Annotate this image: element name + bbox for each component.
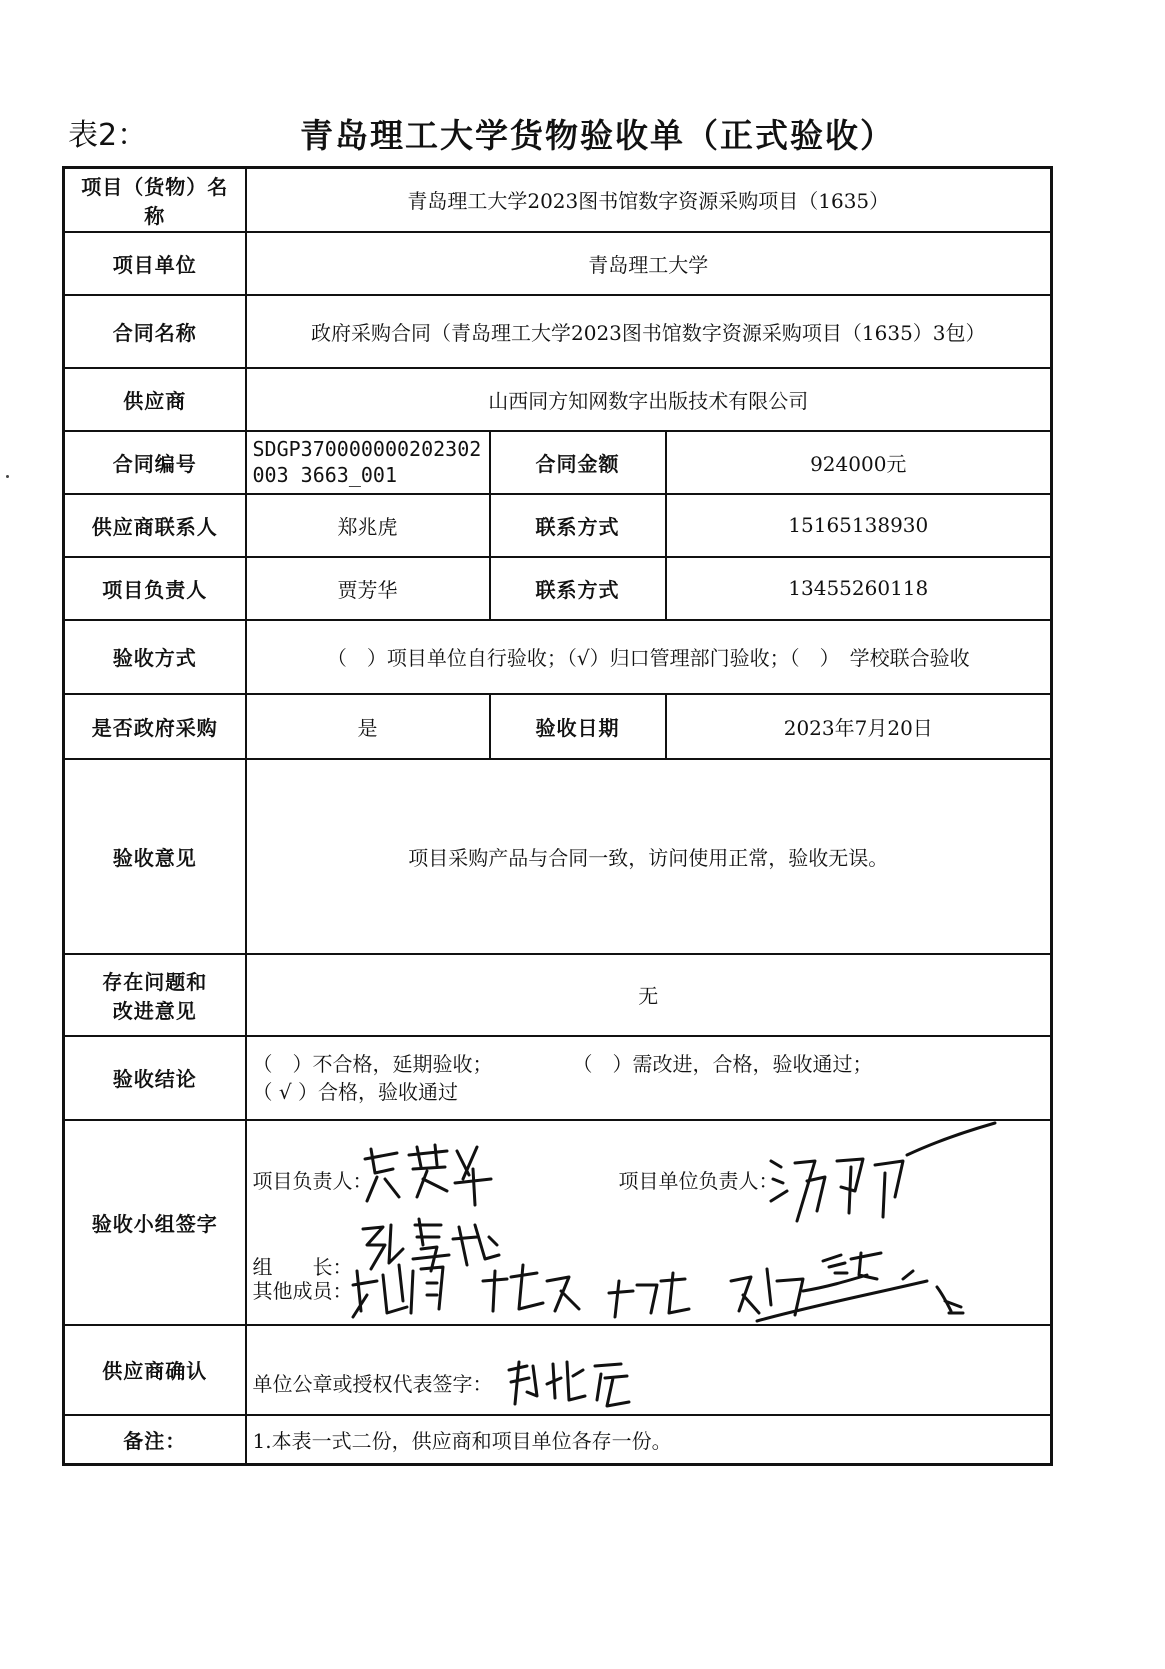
acceptance-method-value: （ ）项目单位自行验收；（√）归口管理部门验收；（ ） 学校联合验收 — [246, 620, 1052, 694]
opinion-label: 验收意见 — [64, 759, 246, 954]
supplier-sign-label: 单位公章或授权代表签字： — [252, 1371, 493, 1396]
row-acceptance-method — [64, 620, 1052, 694]
supplier-phone-label: 联系方式 — [490, 494, 666, 557]
lead-phone-value: 13455260118 — [666, 557, 1052, 620]
row-supplier-confirm — [64, 1325, 1052, 1415]
row-contract-name — [64, 295, 1052, 368]
row-remarks — [64, 1415, 1052, 1465]
contract-amount-label: 合同金额 — [490, 431, 666, 494]
conclusion-options — [246, 1036, 1052, 1120]
unit-lead-sign-label: 项目单位负责人： — [618, 1168, 779, 1193]
project-name-label: 项目（货物）名称 — [64, 168, 246, 232]
conclusion-line1: （ ）不合格，延期验收； （ ）需改进，合格，验收通过； — [252, 1051, 873, 1076]
supplier-phone-value: 15165138930 — [666, 494, 1052, 557]
supplier-contact-value: 郑兆虎 — [246, 494, 490, 557]
handwritten-signature-unit-lead — [767, 1121, 997, 1231]
contract-name-value: 政府采购合同（青岛理工大学2023图书馆数字资源采购项目（1635）3包） — [246, 295, 1052, 368]
issues-value: 无 — [246, 954, 1052, 1036]
signatures-label: 验收小组签字 — [64, 1120, 246, 1325]
row-opinion — [64, 759, 1052, 954]
remarks-label: 备注： — [64, 1415, 246, 1465]
contract-number-value: SDGP370000000202302003 3663_001 — [246, 431, 490, 494]
acceptance-date-label: 验收日期 — [490, 694, 666, 759]
project-lead-value: 贾芳华 — [246, 557, 490, 620]
contract-number-label: 合同编号 — [64, 431, 246, 494]
project-lead-label: 项目负责人 — [64, 557, 246, 620]
issues-label — [64, 954, 246, 1036]
contract-name-label: 合同名称 — [64, 295, 246, 368]
issues-label-line2: 改进意见 — [112, 998, 197, 1023]
document-title: 青岛理工大学货物验收单（正式验收） — [300, 116, 895, 155]
supplier-confirm-label: 供应商确认 — [64, 1325, 246, 1415]
gov-procurement-label: 是否政府采购 — [64, 694, 246, 759]
opinion-value: 项目采购产品与合同一致，访问使用正常，验收无误。 — [246, 759, 1052, 954]
handwritten-signature-project-lead — [357, 1139, 497, 1209]
row-supplier — [64, 368, 1052, 431]
project-name-value: 青岛理工大学2023图书馆数字资源采购项目（1635） — [246, 168, 1052, 232]
issues-label-line1: 存在问题和 — [102, 969, 208, 994]
table-label: 表2： — [68, 118, 148, 153]
row-supplier-contact — [64, 494, 1052, 557]
row-issues — [64, 954, 1052, 1036]
signatures-area — [246, 1120, 1052, 1325]
supplier-value: 山西同方知网数字出版技术有限公司 — [246, 368, 1052, 431]
acceptance-date-value: 2023年7月20日 — [666, 694, 1052, 759]
row-signatures — [64, 1120, 1052, 1325]
row-gov-procurement — [64, 694, 1052, 759]
leader-sign-label: 组 长： — [252, 1254, 353, 1279]
handwritten-signatures-members — [347, 1251, 967, 1331]
contract-amount-value: 924000元 — [666, 431, 1052, 494]
project-lead-sign-label: 项目负责人： — [252, 1168, 373, 1193]
remarks-value: 1.本表一式二份，供应商和项目单位各存一份。 — [246, 1415, 1052, 1465]
conclusion-line2: （ √ ）合格，验收通过 — [252, 1079, 458, 1104]
scan-speck — [6, 475, 9, 478]
row-project-name — [64, 168, 1052, 232]
supplier-contact-label: 供应商联系人 — [64, 494, 246, 557]
project-unit-label: 项目单位 — [64, 232, 246, 295]
handwritten-signature-supplier — [503, 1356, 633, 1412]
supplier-confirm-area — [246, 1325, 1052, 1415]
row-project-unit — [64, 232, 1052, 295]
row-contract-number — [64, 431, 1052, 494]
handwritten-signature-leader — [357, 1215, 507, 1275]
project-unit-value: 青岛理工大学 — [246, 232, 1052, 295]
acceptance-form — [62, 166, 1053, 1466]
lead-phone-label: 联系方式 — [490, 557, 666, 620]
gov-procurement-value: 是 — [246, 694, 490, 759]
members-sign-label: 其他成员： — [252, 1278, 353, 1303]
row-conclusion — [64, 1036, 1052, 1120]
conclusion-label: 验收结论 — [64, 1036, 246, 1120]
row-project-lead — [64, 557, 1052, 620]
supplier-label: 供应商 — [64, 368, 246, 431]
acceptance-method-label: 验收方式 — [64, 620, 246, 694]
